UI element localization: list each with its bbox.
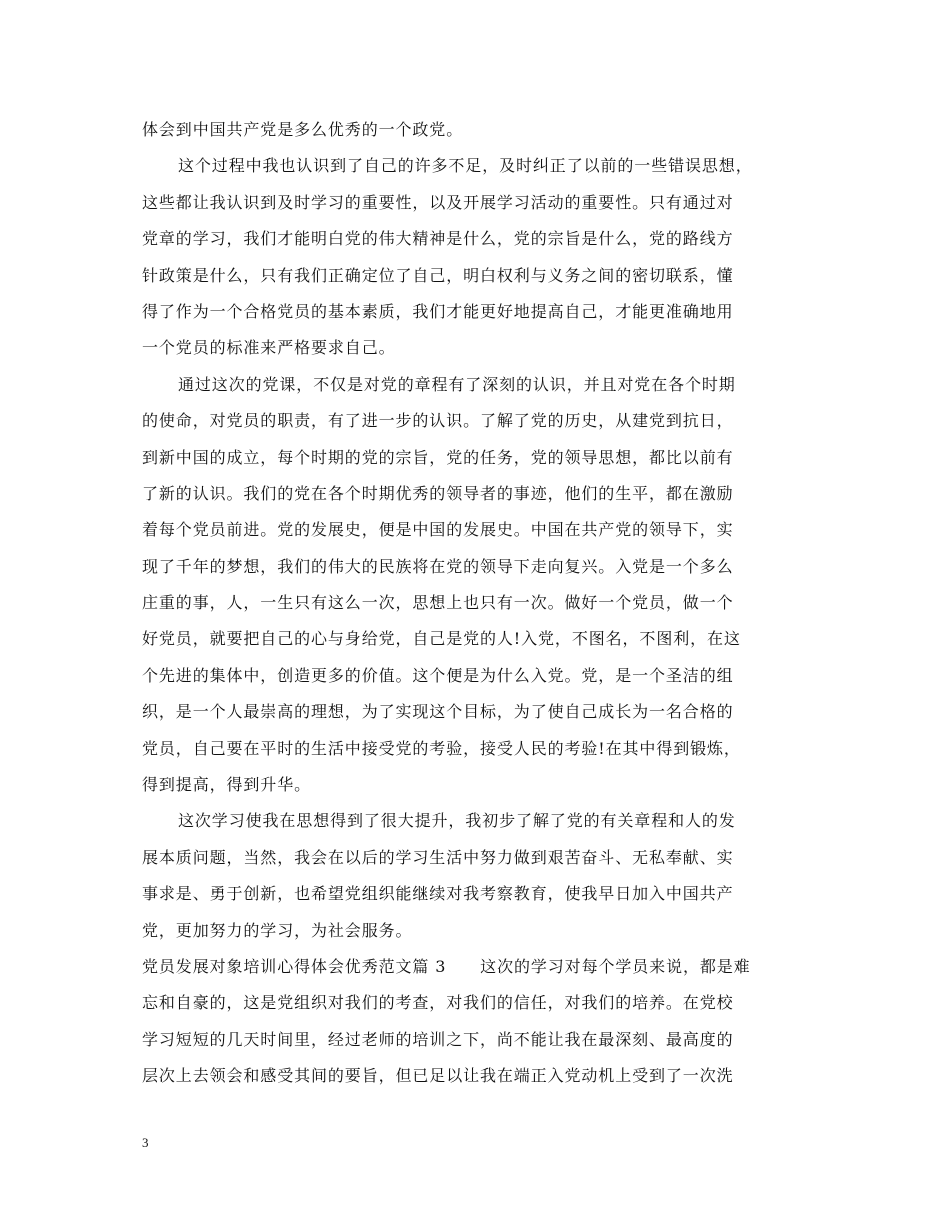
document-body (142, 112, 810, 1095)
text-line: 学习短短的几天时间里，经过老师的培训之下，尚不能让我在最深刻、最高度的 (142, 1029, 734, 1049)
text-line: 的使命，对党员的职责，有了进一步的认识。了解了党的历史，从建党到抗日， (142, 411, 734, 431)
text-line: 党员，自己要在平时的生活中接受党的考验，接受人民的考验!在其中得到锻炼， (142, 738, 741, 758)
text-line: 现了千年的梦想，我们的伟大的民族将在党的领导下走向复兴。入党是一个多么 (142, 556, 734, 576)
section-heading-line: 党员发展对象培训心得体会优秀范文篇 3 这次的学习对每个学员来说，都是难 (142, 956, 751, 976)
text-line: 了新的认识。我们的党在各个时期优秀的领导者的事迹，他们的生平，都在激励 (142, 483, 734, 503)
text-line: 好党员，就要把自己的心与身给党，自己是党的人!入党，不图名，不图利，在这 (142, 629, 741, 649)
text-line: 党，更加努力的学习，为社会服务。 (142, 920, 413, 940)
text-line: 针政策是什么，只有我们正确定位了自己，明白权利与义务之间的密切联系，懂 (142, 265, 734, 285)
text-line: 党章的学习，我们才能明白党的伟大精神是什么，党的宗旨是什么，党的路线方 (142, 229, 734, 249)
text-line: 这些都让我认识到及时学习的重要性，以及开展学习活动的重要性。只有通过对 (142, 192, 734, 212)
text-line: 织，是一个人最崇高的理想，为了实现这个目标，为了使自己成长为一名合格的 (142, 702, 734, 722)
text-line: 一个党员的标准来严格要求自己。 (142, 338, 396, 358)
page-number: 3 (142, 1135, 149, 1150)
text-line: 展本质问题，当然，我会在以后的学习生活中努力做到艰苦奋斗、无私奉献、实 (142, 847, 734, 867)
text-line: 得了作为一个合格党员的基本素质，我们才能更好地提高自己，才能更准确地用 (142, 301, 734, 321)
paragraph-start-line: 通过这次的党课，不仅是对党的章程有了深刻的认识，并且对党在各个时期 (178, 374, 736, 394)
paragraph-start-line: 这个过程中我也认识到了自己的许多不足，及时纠正了以前的一些错误思想， (178, 156, 753, 176)
text-line: 事求是、勇于创新，也希望党组织能继续对我考察教育，使我早日加入中国共产 (142, 884, 734, 904)
text-line: 个先进的集体中，创造更多的价值。这个便是为什么入党。党，是一个圣洁的组 (142, 665, 734, 685)
text-line: 体会到中国共产党是多么优秀的一个政党。 (142, 120, 464, 139)
text-line: 到新中国的成立，每个时期的党的宗旨，党的任务，党的领导思想，都比以前有 (142, 447, 734, 467)
text-line: 忘和自豪的，这是党组织对我们的考查，对我们的信任，对我们的培养。在党校 (142, 993, 734, 1013)
text-line: 层次上去领会和感受其间的要旨，但已足以让我在端正入党动机上受到了一次洗 (142, 1066, 734, 1086)
text-line: 着每个党员前进。党的发展史，便是中国的发展史。中国在共产党的领导下，实 (142, 520, 734, 540)
text-line: 庄重的事，人，一生只有这么一次，思想上也只有一次。做好一个党员，做一个 (142, 593, 734, 613)
paragraph-start-line: 这次学习使我在思想得到了很大提升，我初步了解了党的有关章程和人的发 (178, 811, 736, 831)
text-line: 得到提高，得到升华。 (142, 775, 312, 795)
